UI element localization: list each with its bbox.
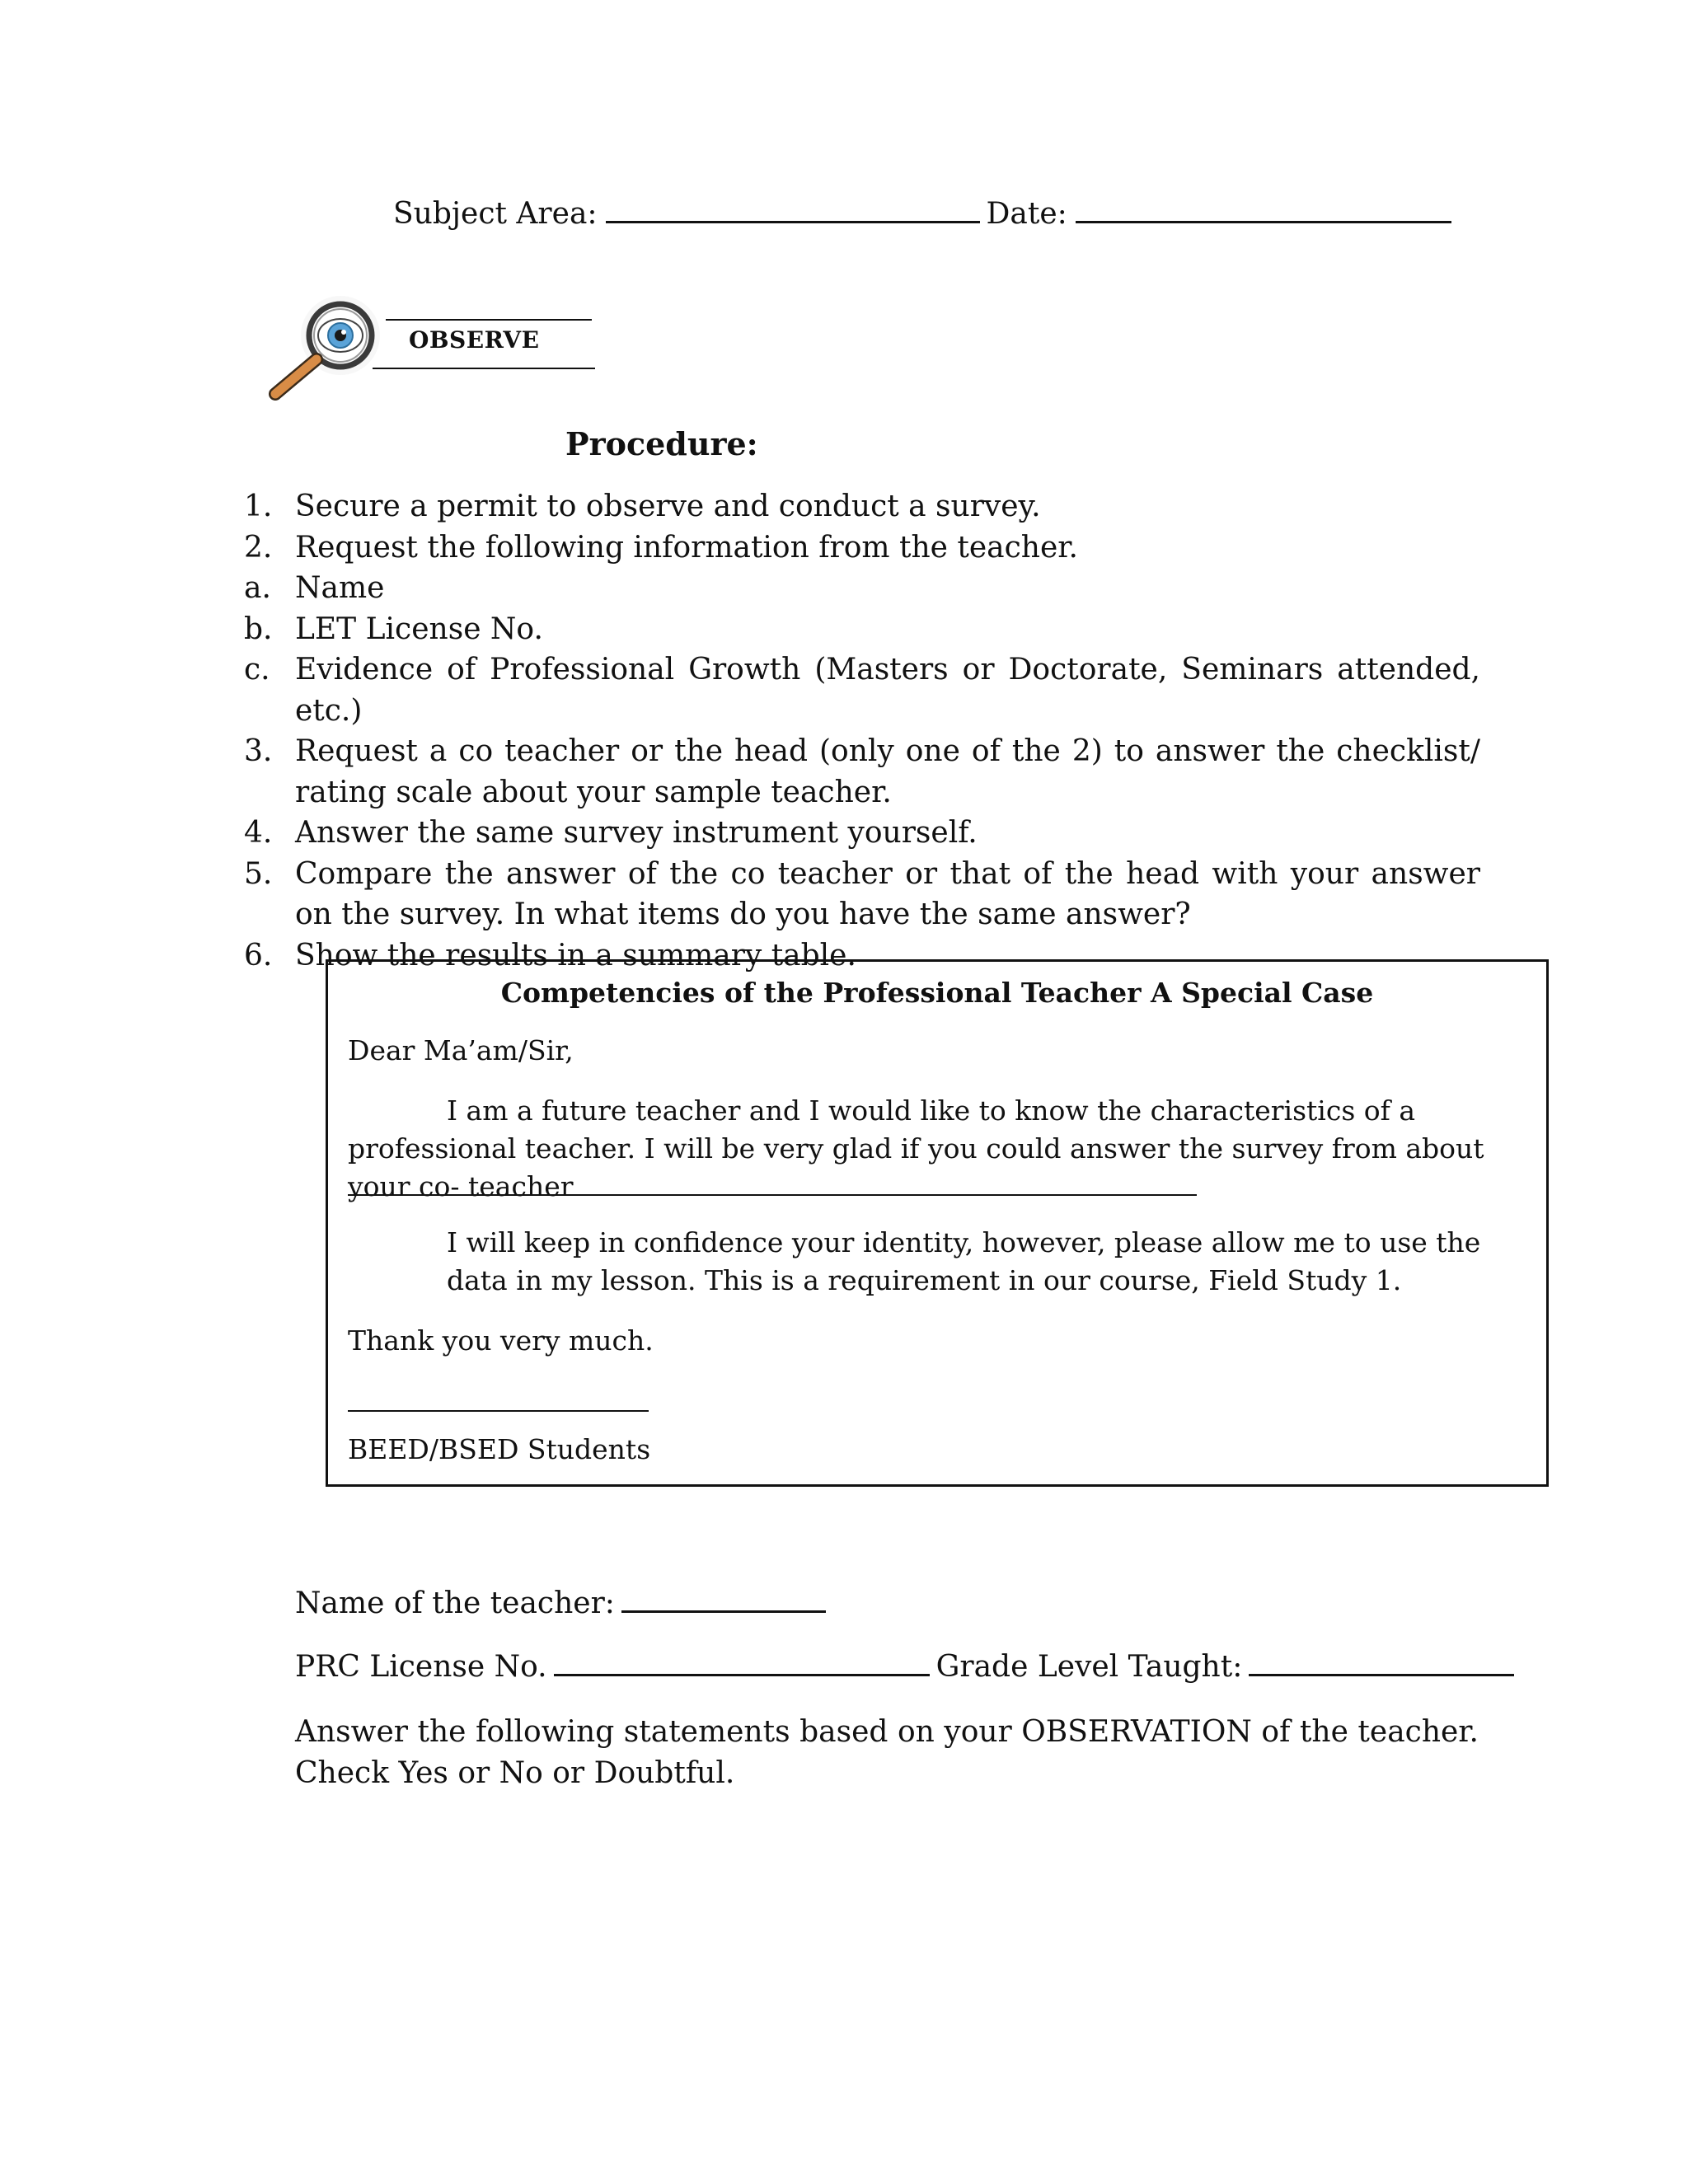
prc-license-label: PRC License No. (295, 1650, 547, 1684)
list-marker: 5. (244, 856, 273, 891)
subject-area-field[interactable] (606, 196, 980, 223)
license-grade-row (295, 1649, 1521, 1684)
list-item (244, 527, 1480, 569)
list-text: LET License No. (295, 612, 543, 646)
list-marker: 2. (244, 530, 273, 565)
grade-level-label: Grade Level Taught: (935, 1650, 1243, 1684)
magnifying-glass-eye-icon (262, 290, 386, 414)
list-marker: 4. (244, 816, 273, 850)
list-marker: 3. (244, 734, 273, 768)
list-item (244, 486, 1480, 527)
header-row (393, 196, 1458, 231)
list-marker: 1. (244, 490, 273, 523)
observe-label: OBSERVE (409, 326, 540, 354)
list-text: Compare the answer of the co teacher or that of the head with your answer on the survey. In what items do you have the same answer? (295, 856, 1480, 931)
list-item (244, 649, 1480, 731)
list-item (244, 731, 1480, 813)
date-label: Date: (986, 197, 1067, 231)
list-marker: b. (244, 612, 273, 646)
list-marker: a. (244, 571, 271, 605)
list-text: Show the results in a summary table. (295, 938, 856, 972)
letter-salutation: Dear Ma’am/Sir, (348, 1034, 574, 1066)
list-text: Evidence of Professional Growth (Masters or Doctorate, Seminars attended, etc.) (295, 653, 1480, 728)
observe-badge (262, 290, 608, 422)
procedure-title: Procedure: (565, 425, 758, 462)
list-marker: c. (244, 653, 270, 687)
list-text: Request a co teacher or the head (only one of the 2) to answer the checklist/ rating scale about your sample teacher. (295, 734, 1480, 809)
list-text: Secure a permit to observe and conduct a survey. (295, 490, 1041, 523)
teacher-name-field[interactable] (621, 1586, 826, 1613)
list-item (244, 854, 1480, 935)
survey-letter-box (326, 959, 1549, 1487)
observe-rule-bottom (373, 368, 595, 369)
signature-line[interactable] (348, 1410, 649, 1412)
letter-signature: BEED/BSED Students (348, 1433, 651, 1465)
list-item (244, 568, 1480, 609)
letter-paragraph-2: I will keep in confidence your identity, however, please allow me to use the data in my lesson. This is a requirement in our course, Field Study 1. (447, 1226, 1481, 1296)
list-text: Answer the same survey instrument yourself. (295, 816, 978, 850)
procedure-list (244, 486, 1480, 976)
list-marker: 6. (244, 938, 273, 972)
list-item (244, 609, 1480, 650)
grade-level-field[interactable] (1249, 1649, 1514, 1676)
letter-closing: Thank you very much. (348, 1324, 654, 1357)
prc-license-field[interactable] (554, 1649, 930, 1676)
teacher-name-row (295, 1586, 832, 1620)
list-text: Request the following information from the teacher. (295, 530, 1078, 565)
letter-paragraph-1-text: I am a future teacher and I would like to know the characteristics of a professional teacher. I will be very glad if you could answer the survey from about your co- teacher (348, 1094, 1484, 1202)
observation-instructions: Answer the following statements based on your OBSERVATION of the teacher. Check Yes or No or Doubtful. (295, 1715, 1479, 1790)
co-teacher-name-field[interactable] (348, 1194, 1197, 1196)
observe-rule-top (386, 319, 592, 321)
letter-paragraph-1 (348, 1092, 1522, 1206)
teacher-name-label: Name of the teacher: (295, 1586, 615, 1620)
subject-area-label: Subject Area: (393, 197, 598, 231)
date-field[interactable] (1076, 196, 1451, 223)
list-text: Name (295, 571, 385, 605)
letter-title: Competencies of the Professional Teacher A Special Case (500, 977, 1374, 1009)
list-item (244, 813, 1480, 854)
